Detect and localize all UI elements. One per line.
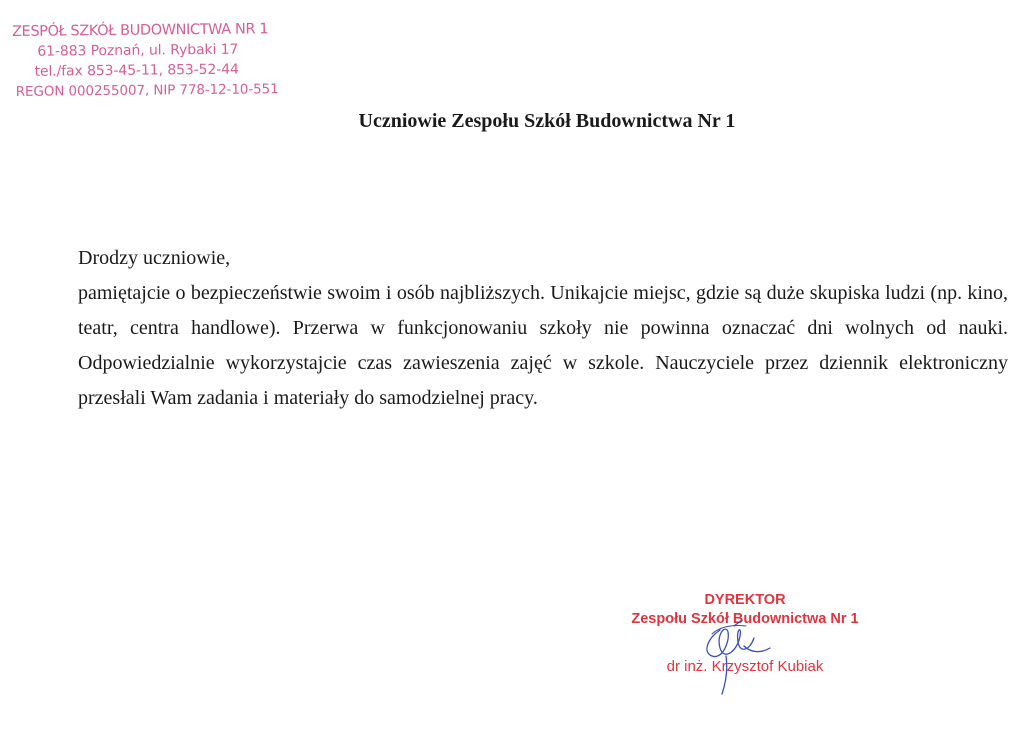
signature-organization: Zespołu Szkół Budownictwa Nr 1 bbox=[631, 611, 859, 627]
handwritten-signature bbox=[690, 590, 780, 700]
letter-body bbox=[78, 241, 1008, 416]
school-stamp bbox=[12, 19, 298, 102]
letter-paragraph: pamiętajcie o bezpieczeństwie swoim i osób najbliższych. Unikajcie miejsc, gdzie są duże skupiska ludzi (np. kino, teatr, centra handlowe). Przerwa w funkcjonowaniu szkoły nie powinna oznaczać dni wolnych od nauki. Odpowiedzialnie wykorzystajcie czas zawieszenia zajęć w szkole. Nauczyciele przez dziennik elektroniczny przesłali Wam zadania i materiały do samodzielnej pracy. bbox=[78, 282, 1008, 409]
stamp-school-name: ZESPÓŁ SZKÓŁ BUDOWNICTWA NR 1 bbox=[12, 21, 269, 40]
letter-greeting: Drodzy uczniowie, bbox=[78, 247, 231, 269]
signature-name: dr inż. Krzysztof Kubiak bbox=[666, 658, 824, 675]
stamp-registry-numbers: REGON 000255007, NIP 778-12-10-551 bbox=[15, 81, 279, 100]
stamp-phone: tel./fax 853-45-11, 853-52-44 bbox=[34, 61, 239, 80]
signature-title: DYREKTOR bbox=[704, 592, 786, 608]
stamp-address: 61-883 Poznań, ul. Rybaki 17 bbox=[37, 41, 239, 60]
document-heading: Uczniowie Zespołu Szkół Budownictwa Nr 1 bbox=[358, 110, 736, 132]
